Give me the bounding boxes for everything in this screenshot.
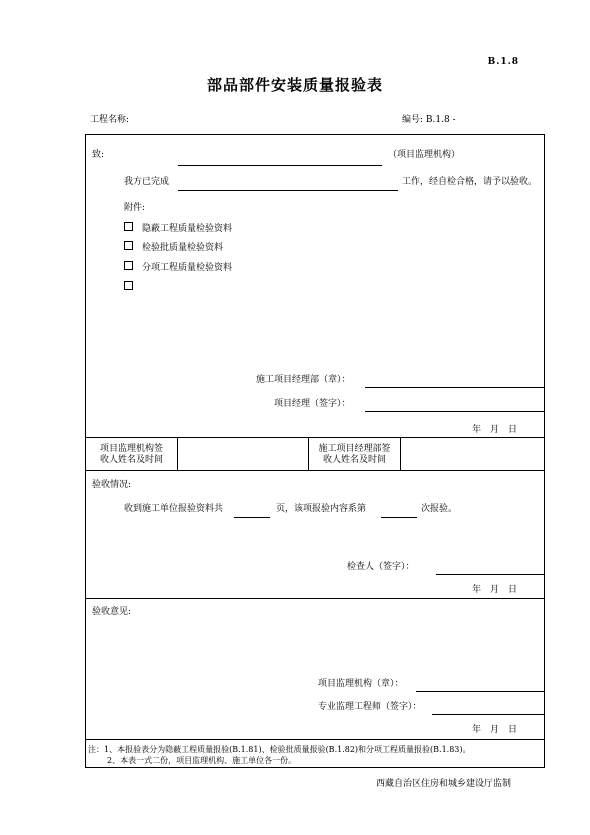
section1-date: 年 月 日	[472, 425, 518, 435]
attachment-label-sub-item: 分项工程质量检验资料	[142, 263, 233, 273]
completed-prefix: 我方已完成	[124, 177, 170, 187]
inspector-sign-label: 检查人（签字）：	[347, 562, 415, 572]
received-middle: 页，该项报验内容系第	[276, 504, 367, 514]
attachment-checkbox-hidden-works[interactable]	[124, 222, 133, 231]
section2-date: 年 月 日	[472, 585, 518, 595]
received-prefix: 收到施工单位报验资料共	[124, 504, 224, 514]
section2-bottom	[85, 598, 545, 599]
form-number-label: 编号: B.1.8 -	[402, 115, 456, 125]
receipt-divider-3	[400, 437, 401, 470]
note-line-1: 注：1、本报验表分为隐蔽工程质量报验(B.1.81)、检验批质量报验(B.1.82)和分项工程质量报验(B.1.83)。	[88, 745, 471, 754]
work-item-underline[interactable]	[178, 190, 398, 191]
completed-suffix: 工作，经自检合格，请予以验收。	[402, 177, 538, 187]
addressee-underline	[178, 165, 382, 166]
receipt-row-top	[85, 437, 545, 438]
received-suffix: 次报验。	[421, 504, 458, 514]
contractor-receipt-label-line2: 收人姓名及时间	[322, 455, 386, 465]
project-name-label: 工程名称:	[90, 115, 130, 125]
to-label: 致:	[92, 150, 105, 160]
supervisor-org-label: （项目监理机构）	[388, 150, 461, 160]
page-count-line[interactable]	[234, 517, 270, 518]
inspection-status-heading: 验收情况:	[92, 480, 132, 490]
section3-bottom	[85, 739, 545, 740]
contractor-receipt-label	[309, 444, 400, 466]
inspection-count-line[interactable]	[381, 517, 417, 518]
receipt-row-bottom	[85, 470, 545, 471]
form-code: B.1.8	[487, 57, 519, 67]
inspection-opinion-heading: 验收意见:	[92, 607, 132, 617]
supervising-engineer-sign-line[interactable]	[432, 714, 545, 715]
supervisor-org-seal-label: 项目监理机构（章）：	[318, 679, 404, 689]
attachments-label: 附件:	[124, 203, 146, 213]
supervisor-org-seal-line[interactable]	[416, 691, 545, 692]
section3-date: 年 月 日	[472, 725, 518, 735]
supervisor-receipt-label-line2: 收人姓名及时间	[99, 455, 163, 465]
supervisor-receipt-label	[86, 444, 177, 466]
footer-issuer: 西藏自治区住房和城乡建设厅监制	[376, 779, 512, 789]
supervising-engineer-sign-label: 专业监理工程师（签字）：	[318, 702, 422, 712]
attachment-label-inspection-lot: 检验批质量检验资料	[142, 243, 224, 253]
page-title: 部品部件安装质量报验表	[206, 76, 383, 94]
attachment-checkbox-sub-item[interactable]	[124, 261, 133, 270]
note-line-2: 2、本表一式二份，项目监理机构、施工单位各一份。	[107, 756, 297, 765]
inspector-sign-line[interactable]	[436, 574, 545, 575]
contractor-receipt-label-line1: 施工项目经理部签	[318, 444, 391, 454]
attachment-checkbox-other[interactable]	[124, 281, 133, 290]
attachment-label-hidden-works: 隐蔽工程质量检验资料	[142, 224, 233, 234]
attachment-checkbox-inspection-lot[interactable]	[124, 241, 133, 250]
project-manager-sign-line[interactable]	[365, 411, 545, 412]
project-manager-sign-label: 项目经理（签字）：	[274, 399, 351, 409]
supervisor-receipt-label-line1: 项目监理机构签	[99, 444, 163, 454]
contractor-dept-seal-label: 施工项目经理部（章）：	[256, 375, 351, 385]
receipt-divider-1	[177, 437, 178, 470]
contractor-dept-seal-line[interactable]	[365, 387, 545, 388]
